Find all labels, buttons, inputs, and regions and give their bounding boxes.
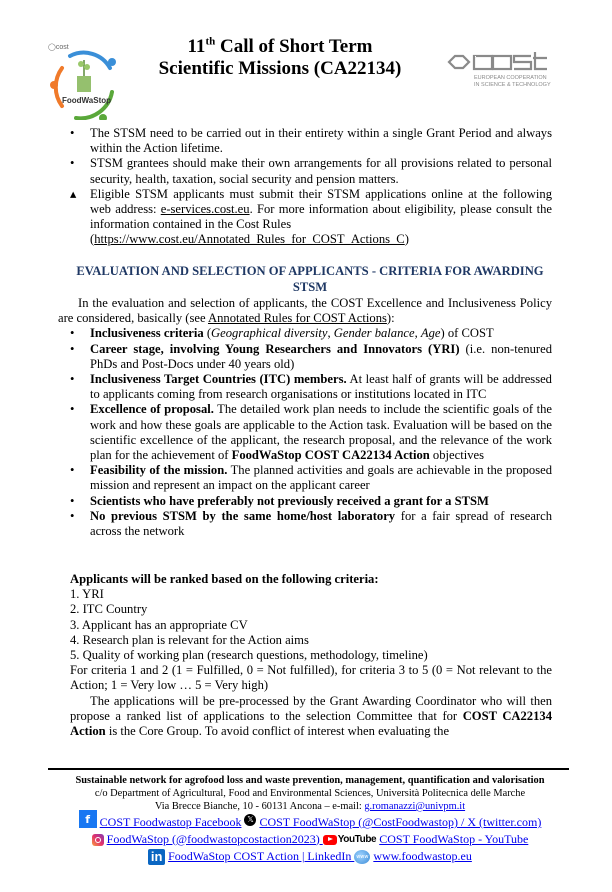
ranking-item: 2. ITC Country [70, 602, 148, 617]
facebook-icon[interactable]: f [79, 810, 97, 828]
bullet-icon: • [70, 463, 75, 478]
intro-bullets [70, 126, 552, 248]
foodwastop-logo [40, 40, 120, 120]
scoring-text: For criteria 1 and 2 (1 = Fulfilled, 0 = Not fulfilled), for criteria 3 to 5 (0 = Not relevant to the Action; 1 = Very low … 5 = Very high) [70, 663, 552, 693]
svg-text:FoodWaStop: FoodWaStop [62, 96, 112, 105]
svg-text:◯cost: ◯cost [48, 44, 69, 51]
email-link[interactable]: g.romanazzi@univpm.it [364, 801, 466, 812]
criteria-item-no-previous-grant: • Scientists who have preferably not previously received a grant for a STSM [70, 493, 489, 508]
bullet-icon: • [70, 372, 75, 387]
cost-logo [445, 52, 565, 102]
ranking-item: 1. YRI [70, 587, 104, 602]
process-text: The applications will be pre-processed by the Grant Awarding Coordinator who will then propose a ranked list of applications to the selection Committee that for COST CA22134 Action is the Core Group. To avoid conflict of interest when evaluating the [70, 693, 552, 739]
bullet-icon: • [70, 341, 75, 356]
criteria-item-feasibility: • Feasibility of the mission. The planned activities and goals are achievable in the proposed mission and represent an impact on the applicant career [70, 463, 552, 493]
ranking-heading: Applicants will be ranked based on the following criteria: [70, 572, 379, 586]
youtube-icon[interactable]: YouTube [323, 832, 377, 849]
page-header [0, 0, 612, 118]
x-twitter-link[interactable]: COST FoodWaStop (@CostFoodwastop) / X (twitter.com) [259, 815, 542, 829]
bullet-icon: • [70, 156, 75, 171]
footer-address: c/o Department of Agricultural, Food and Environmental Sciences, Università Politecnica delle Marche [94, 788, 526, 799]
linkedin-icon[interactable]: in [148, 849, 165, 865]
instagram-link[interactable]: FoodWaStop (@foodwastopcostaction2023) [106, 831, 323, 846]
bullet-icon: • [70, 402, 75, 417]
ranking-item: 4. Research plan is relevant for the Action aims [70, 632, 309, 647]
bullet-icon: • [70, 126, 75, 140]
annotated-rules-link[interactable]: Annotated Rules for COST Actions [208, 311, 387, 326]
ranking-item: 3. Applicant has an appropriate CV [70, 617, 248, 632]
section-heading-evaluation: EVALUATION AND SELECTION OF APPLICANTS - CRITERIA FOR AWARDING STSM [76, 264, 544, 294]
youtube-link[interactable]: COST FoodWaStop - YouTube [379, 831, 529, 846]
x-twitter-icon[interactable]: 𝕏 [244, 814, 256, 826]
criteria-item-itc: • Inclusiveness Target Countries (ITC) members. At least half of grants will be addressed to applicants coming from research organisations or institutions located in ITC [70, 372, 552, 402]
foodwastop-logo-icon [40, 40, 120, 120]
instagram-icon[interactable] [92, 834, 104, 846]
globe-www-icon[interactable]: www [354, 850, 370, 864]
facebook-link[interactable]: COST Foodwastop Facebook [99, 815, 242, 829]
e-services-link[interactable]: e-services.cost.eu [160, 202, 250, 217]
cost-logo-icon [445, 52, 565, 102]
bullet-icon: • [70, 326, 75, 341]
footer-tagline: Sustainable network for agrofood loss and waste prevention, management, quantification and valorisation [75, 775, 545, 786]
bullet-icon: • [70, 508, 75, 523]
bullet-item: • The STSM need to be carried out in their entirety within a single Grant Period and always within the Action lifetime. [70, 126, 552, 156]
criteria-item-no-previous-lab: • No previous STSM by the same home/host laboratory for a fair spread of research across the network [70, 508, 552, 539]
bullet-icon: ▴ [70, 186, 77, 201]
evaluation-intro: In the evaluation and selection of applicants, the COST Excellence and Inclusiveness Policy are considered, basically (see Annotated Rules for COST Actions): [58, 296, 552, 326]
svg-text:EUROPEAN COOPERATION: EUROPEAN COOPERATION [474, 75, 547, 81]
criteria-item-inclusiveness: • Inclusiveness criteria (Geographical diversity, Gender balance, Age) of COST [70, 326, 494, 341]
ranking-section [70, 572, 552, 739]
bullet-item: • STSM grantees should make their own arrangements for all provisions related to personal security, health, taxation, social security and pension matters. [70, 156, 552, 186]
svg-text:IN SCIENCE & TECHNOLOGY: IN SCIENCE & TECHNOLOGY [474, 82, 551, 88]
footer-divider [48, 768, 569, 770]
evaluation-section [58, 296, 552, 539]
bullet-icon: • [70, 493, 75, 508]
criteria-item-excellence: • Excellence of proposal. The detailed work plan needs to include the scientific goals of the work and how these goals are applicable to the Action task. Evaluation will be based on the scientific excellence of the applicant, the research proposal, and the relevance of the work plan for the achievement of FoodWaStop COST CA22134 Action objectives [70, 402, 552, 463]
footer [40, 774, 580, 813]
criteria-item-career-stage: • Career stage, involving Young Researchers and Innovators (YRI) (i.e. non-tenured PhDs and Post-Docs under 40 years old) [70, 341, 552, 371]
bullet-item: ▴ Eligible STSM applicants must submit their STSM applications online at the following web address: e-services.cost.eu. For more information about eligibility, please consult the information contained in the Cost Rules (https://www.cost.eu/Annotated_Rules_for_COST_Actions_C) [70, 186, 552, 247]
linkedin-link[interactable]: FoodWaStop COST Action | LinkedIn [168, 849, 355, 863]
ranking-item: 5. Quality of working plan (research questions, methodology, timeline) [70, 648, 428, 663]
page-title: 11th Call of Short Term Scientific Missions (CA22134) [158, 35, 402, 79]
footer-address-line2: Via Brecce Bianche, 10 - 60131 Ancona – e-mail: g.romanazzi@univpm.it [154, 801, 466, 812]
social-links [40, 814, 580, 865]
website-link[interactable]: www.foodwastop.eu [373, 849, 472, 863]
annotated-rules-url-link[interactable]: https://www.cost.eu/Annotated_Rules_for_COST_Actions_C [94, 232, 405, 247]
